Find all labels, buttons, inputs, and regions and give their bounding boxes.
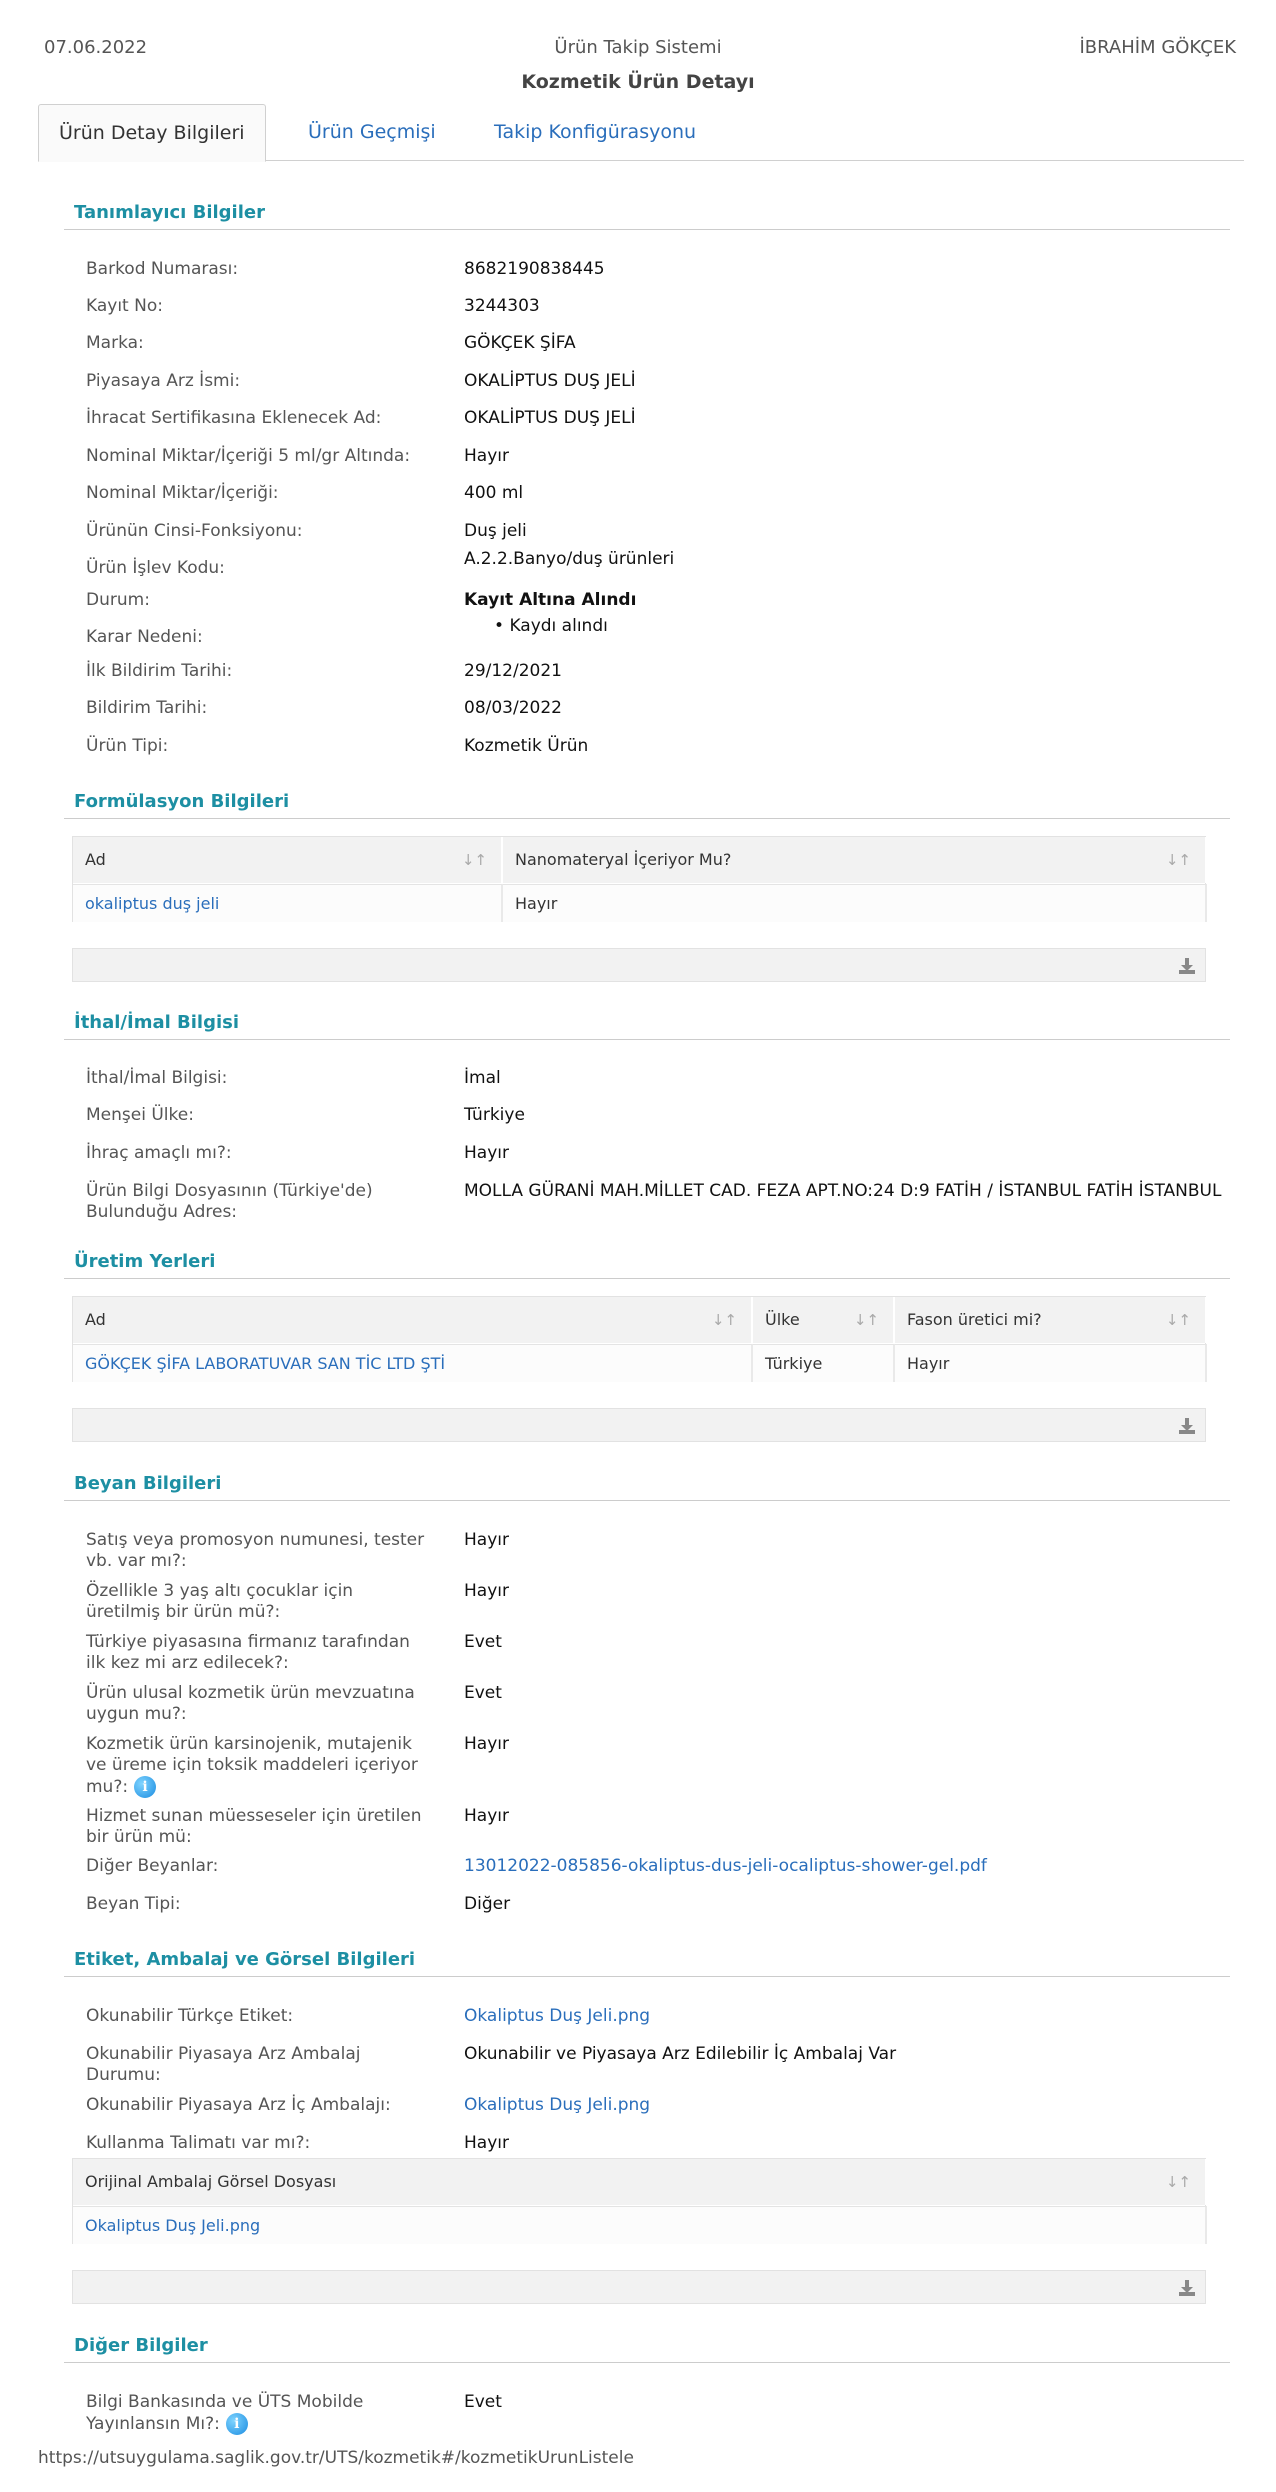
info-label: Hizmet sunan müesseseler için üretilen bir ürün mü: [86,1806,422,1847]
column-header-country[interactable]: Ülke ↓↑ [753,1297,895,1343]
info-label: Durum: [86,590,150,610]
page-header [0,37,1276,61]
section-title-other: Diğer Bilgiler [74,2335,208,2356]
download-icon[interactable] [1177,2278,1197,2298]
info-label: Okunabilir Piyasaya Arz İç Ambalajı: [86,2095,391,2115]
sort-icon[interactable]: ↓↑ [461,851,487,869]
section-title-formulation: Formülasyon Bilgileri [74,791,290,812]
page-url: https://utsuygulama.saglik.gov.tr/UTS/kozmetik#/kozmetikUrunListele [38,2448,634,2468]
info-value: Evet [464,1632,502,1652]
info-label: Bilgi Bankasında ve ÜTS Mobilde Yayınlansın Mı?: i [86,2392,364,2434]
declaration-file-link[interactable]: 13012022-085856-okaliptus-dus-jeli-ocaliptus-shower-gel.pdf [464,1856,987,1876]
section-divider [64,2362,1230,2363]
info-label: Piyasaya Arz İsmi: [86,371,241,391]
info-value: 29/12/2021 [464,661,562,681]
info-value: Kozmetik Ürün [464,736,589,756]
info-label: İhraç amaçlı mı?: [86,1143,232,1163]
page-title: Kozmetik Ürün Detayı [521,71,755,93]
sort-icon[interactable]: ↓↑ [711,1311,737,1329]
info-value: Hayır [464,2133,509,2153]
info-label: Ürün Tipi: [86,736,169,756]
info-label: Kullanma Talimatı var mı?: [86,2133,311,2153]
info-icon[interactable]: i [134,1776,156,1798]
info-label: Bildirim Tarihi: [86,698,208,718]
section-divider [64,1278,1230,1279]
info-label: Barkod Numarası: [86,259,239,279]
status-value: Kayıt Altına Alındı [464,590,637,610]
info-value: GÖKÇEK ŞİFA [464,333,576,353]
info-value: Duş jeli [464,521,527,541]
column-header-nanomaterial[interactable]: Nanomateryal İçeriyor Mu? ↓↑ [503,837,1207,883]
table-footer-bar [72,948,1206,982]
table-cell: Hayır [895,1344,1207,1382]
section-title-import: İthal/İmal Bilgisi [74,1012,240,1033]
decision-reason-text: Kaydı alındı [509,616,608,636]
original-packaging-table [72,2158,1206,2244]
info-value: Hayır [464,1143,509,1163]
section-title-identifier: Tanımlayıcı Bilgiler [74,202,265,223]
info-value: Hayır [464,1581,509,1601]
table-cell-link[interactable]: okaliptus duş jeli [73,884,503,922]
table-cell-link[interactable]: Okaliptus Duş Jeli.png [73,2206,1207,2244]
info-label: Satış veya promosyon numunesi, tester vb. var mı?: [86,1530,425,1571]
sort-icon[interactable]: ↓↑ [853,1311,879,1329]
table-cell: Hayır [503,884,1207,922]
tab-bar [38,104,1244,161]
info-value: Okunabilir ve Piyasaya Arz Edilebilir İç Ambalaj Var [464,2044,897,2064]
info-value: 400 ml [464,483,524,503]
section-title-declaration: Beyan Bilgileri [74,1473,222,1494]
info-label: Ürünün Cinsi-Fonksiyonu: [86,521,303,541]
header-date: 07.06.2022 [44,37,148,58]
column-header-name[interactable]: Ad ↓↑ [73,837,503,883]
info-label: Nominal Miktar/İçeriği 5 ml/gr Altında: [86,446,411,466]
section-title-production: Üretim Yerleri [74,1251,216,1272]
table-footer-bar [72,2270,1206,2304]
info-label: Menşei Ülke: [86,1105,194,1125]
download-icon[interactable] [1177,956,1197,976]
info-value: Evet [464,2392,502,2412]
info-value: İmal [464,1068,501,1088]
info-value: Diğer [464,1894,511,1914]
section-divider [64,1500,1230,1501]
info-value: Hayır [464,446,509,466]
column-header-packaging-file[interactable]: Orijinal Ambalaj Görsel Dosyası ↓↑ [73,2159,1207,2205]
info-label: Diğer Beyanlar: [86,1856,219,1876]
info-label: Beyan Tipi: [86,1894,181,1914]
sort-icon[interactable]: ↓↑ [1165,1311,1191,1329]
sort-icon[interactable]: ↓↑ [1165,2173,1191,2191]
info-label: Ürün İşlev Kodu: [86,558,225,578]
info-value: A.2.2.Banyo/duş ürünleri [464,549,675,569]
info-value: 8682190838445 [464,259,605,279]
info-value: Hayır [464,1734,509,1754]
info-label: Nominal Miktar/İçeriği: [86,483,279,503]
section-divider [64,818,1230,819]
tab-product-history[interactable]: Ürün Geçmişi [308,121,436,143]
info-value: Hayır [464,1530,509,1550]
column-header-name[interactable]: Ad ↓↑ [73,1297,753,1343]
section-divider [64,229,1230,230]
info-label: Karar Nedeni: [86,627,203,647]
production-table [72,1296,1206,1382]
info-label: Kozmetik ürün karsinojenik, mutajenik ve üreme için toksik maddeleri içeriyor mu?: i [86,1734,418,1797]
header-system-name: Ürün Takip Sistemi [554,37,722,58]
sort-icon[interactable]: ↓↑ [1165,851,1191,869]
info-value: OKALİPTUS DUŞ JELİ [464,371,636,391]
info-label: Kayıt No: [86,296,163,316]
info-label: Okunabilir Türkçe Etiket: [86,2006,294,2026]
section-divider [64,1039,1230,1040]
info-label: Özellikle 3 yaş altı çocuklar için üretilmiş bir ürün mü?: [86,1581,354,1622]
section-divider [64,1976,1230,1977]
info-value: Hayır [464,1806,509,1826]
inner-packaging-file-link[interactable]: Okaliptus Duş Jeli.png [464,2095,651,2115]
column-header-contract-manufacturer[interactable]: Fason üretici mi? ↓↑ [895,1297,1207,1343]
info-label: İlk Bildirim Tarihi: [86,661,233,681]
info-value: MOLLA GÜRANİ MAH.MİLLET CAD. FEZA APT.NO:24 D:9 FATİH / İSTANBUL FATİH İSTANBUL [464,1181,1222,1201]
tab-tracking-config[interactable]: Takip Konfigürasyonu [494,121,697,143]
info-label: Türkiye piyasasına firmanız tarafından ilk kez mi arz edilecek?: [86,1632,410,1673]
info-value: 3244303 [464,296,540,316]
header-user-name: İBRAHİM GÖKÇEK [1079,37,1236,58]
table-cell: Türkiye [753,1344,895,1382]
info-value: OKALİPTUS DUŞ JELİ [464,408,636,428]
info-value: Evet [464,1683,502,1703]
info-value: 08/03/2022 [464,698,562,718]
download-icon[interactable] [1177,1416,1197,1436]
info-icon[interactable]: i [226,2413,248,2435]
info-label: İthal/İmal Bilgisi: [86,1068,228,1088]
info-value: Türkiye [464,1105,525,1125]
table-cell-link[interactable]: GÖKÇEK ŞİFA LABORATUVAR SAN TİC LTD ŞTİ [73,1344,753,1382]
formulation-table [72,836,1206,922]
decision-reason-item: • Kaydı alındı [494,616,608,636]
info-label: Ürün Bilgi Dosyasının (Türkiye'de) Bulunduğu Adres: [86,1181,373,1222]
tab-product-detail[interactable]: Ürün Detay Bilgileri [38,104,266,162]
section-title-label: Etiket, Ambalaj ve Görsel Bilgileri [74,1949,416,1970]
table-footer-bar [72,1408,1206,1442]
info-label: İhracat Sertifikasına Eklenecek Ad: [86,408,382,428]
info-label: Ürün ulusal kozmetik ürün mevzuatına uygun mu?: [86,1683,415,1724]
label-file-link[interactable]: Okaliptus Duş Jeli.png [464,2006,651,2026]
info-label: Marka: [86,333,144,353]
info-label: Okunabilir Piyasaya Arz Ambalaj Durumu: [86,2044,361,2085]
